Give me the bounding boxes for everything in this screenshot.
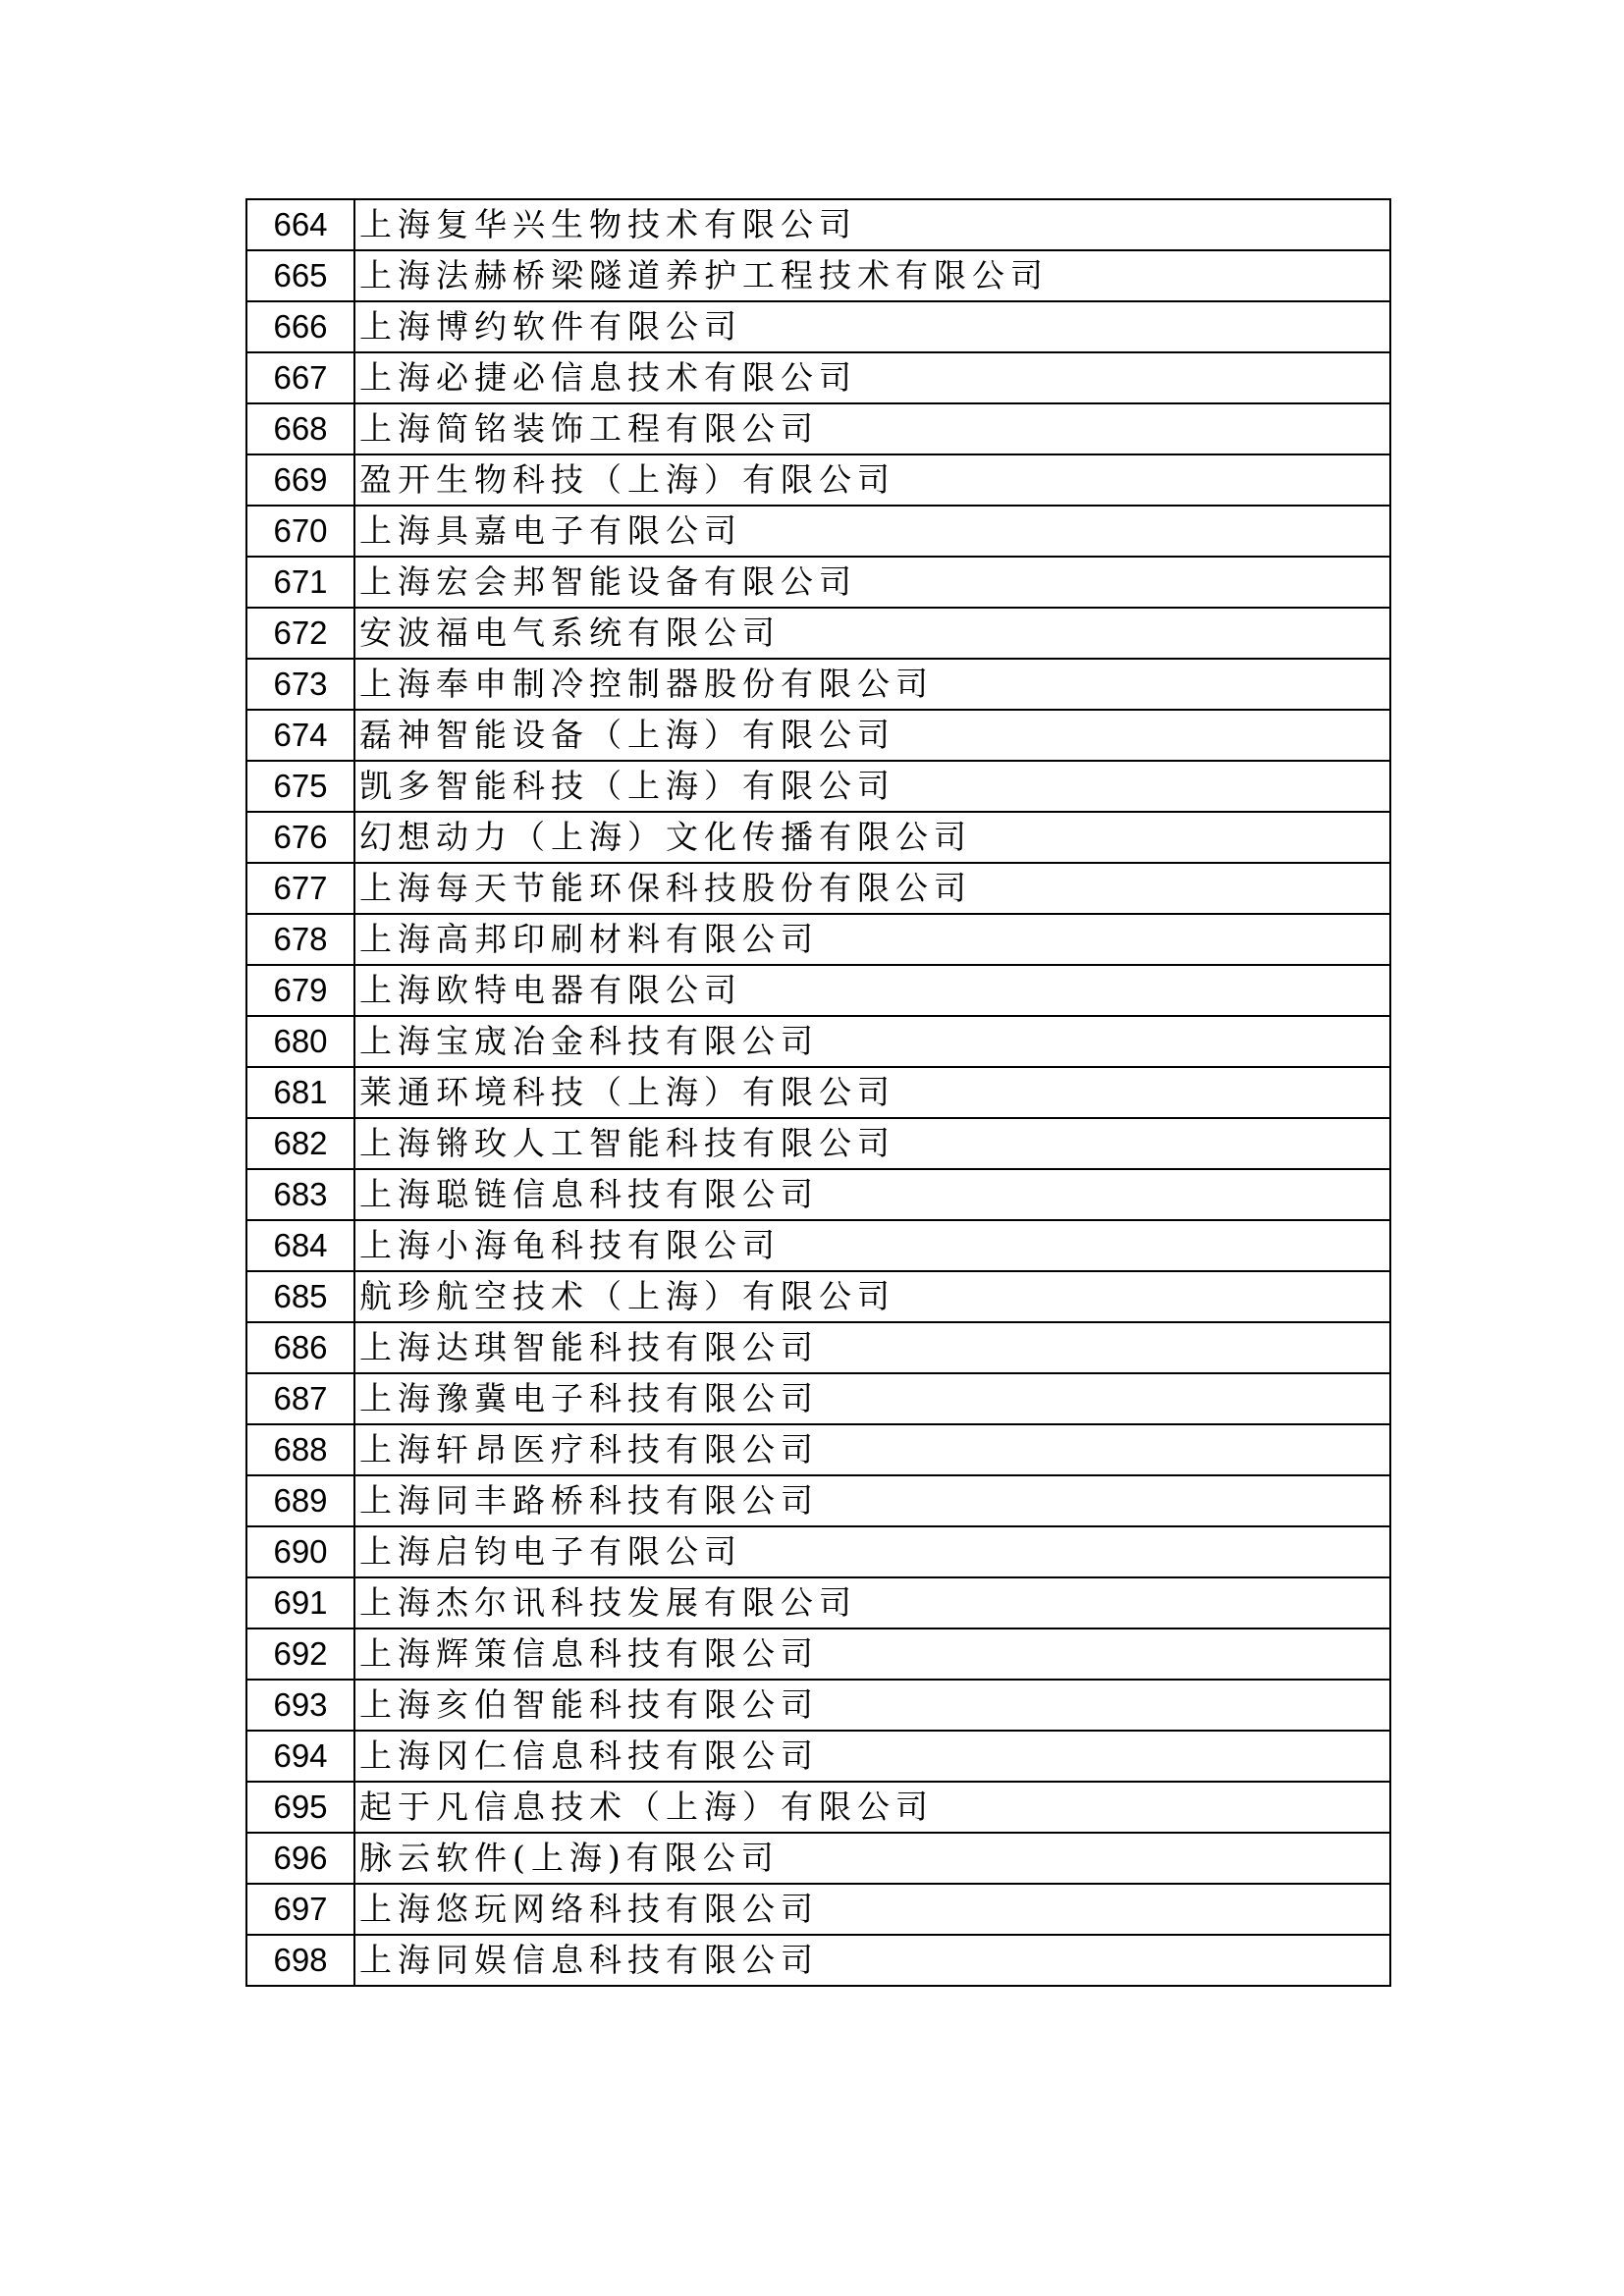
row-number-cell: 677 bbox=[246, 863, 354, 914]
row-number-cell: 690 bbox=[246, 1526, 354, 1577]
row-number-cell: 684 bbox=[246, 1220, 354, 1271]
company-name-cell: 上海奉申制冷控制器股份有限公司 bbox=[354, 659, 1390, 710]
table-row bbox=[246, 1833, 1390, 1884]
table-row bbox=[246, 1016, 1390, 1067]
row-number-cell: 685 bbox=[246, 1271, 354, 1322]
company-name-cell: 上海启钧电子有限公司 bbox=[354, 1526, 1390, 1577]
table-row bbox=[246, 1475, 1390, 1526]
row-number-cell: 691 bbox=[246, 1577, 354, 1629]
table-row bbox=[246, 1373, 1390, 1424]
company-name-cell: 上海辉策信息科技有限公司 bbox=[354, 1629, 1390, 1680]
row-number-cell: 665 bbox=[246, 250, 354, 301]
company-name-cell: 上海博约软件有限公司 bbox=[354, 301, 1390, 352]
table-row bbox=[246, 1118, 1390, 1169]
company-name-cell: 上海杰尔讯科技发展有限公司 bbox=[354, 1577, 1390, 1629]
company-name-cell: 上海每天节能环保科技股份有限公司 bbox=[354, 863, 1390, 914]
table-row bbox=[246, 352, 1390, 403]
company-name-cell: 上海锵玫人工智能科技有限公司 bbox=[354, 1118, 1390, 1169]
row-number-cell: 680 bbox=[246, 1016, 354, 1067]
row-number-cell: 673 bbox=[246, 659, 354, 710]
row-number-cell: 694 bbox=[246, 1731, 354, 1782]
company-name-cell: 脉云软件(上海)有限公司 bbox=[354, 1833, 1390, 1884]
table-row bbox=[246, 1526, 1390, 1577]
table-row bbox=[246, 1782, 1390, 1833]
company-name-cell: 上海同娱信息科技有限公司 bbox=[354, 1935, 1390, 1986]
row-number-cell: 682 bbox=[246, 1118, 354, 1169]
company-name-cell: 上海简铭装饰工程有限公司 bbox=[354, 403, 1390, 454]
row-number-cell: 692 bbox=[246, 1629, 354, 1680]
table-row bbox=[246, 608, 1390, 659]
table-row bbox=[246, 1424, 1390, 1475]
company-name-cell: 盈开生物科技（上海）有限公司 bbox=[354, 454, 1390, 506]
row-number-cell: 671 bbox=[246, 557, 354, 608]
row-number-cell: 676 bbox=[246, 812, 354, 863]
row-number-cell: 686 bbox=[246, 1322, 354, 1373]
company-name-cell: 上海必捷必信息技术有限公司 bbox=[354, 352, 1390, 403]
table-row bbox=[246, 506, 1390, 557]
row-number-cell: 687 bbox=[246, 1373, 354, 1424]
company-name-cell: 上海高邦印刷材料有限公司 bbox=[354, 914, 1390, 965]
row-number-cell: 675 bbox=[246, 761, 354, 812]
table-row bbox=[246, 1220, 1390, 1271]
company-name-cell: 上海冈仁信息科技有限公司 bbox=[354, 1731, 1390, 1782]
company-name-cell: 航珍航空技术（上海）有限公司 bbox=[354, 1271, 1390, 1322]
table-row bbox=[246, 1629, 1390, 1680]
row-number-cell: 681 bbox=[246, 1067, 354, 1118]
row-number-cell: 688 bbox=[246, 1424, 354, 1475]
company-name-cell: 上海宏会邦智能设备有限公司 bbox=[354, 557, 1390, 608]
company-name-cell: 磊神智能设备（上海）有限公司 bbox=[354, 710, 1390, 761]
table-row bbox=[246, 301, 1390, 352]
company-name-cell: 幻想动力（上海）文化传播有限公司 bbox=[354, 812, 1390, 863]
company-name-cell: 上海法赫桥梁隧道养护工程技术有限公司 bbox=[354, 250, 1390, 301]
table-row bbox=[246, 199, 1390, 250]
table-row bbox=[246, 1680, 1390, 1731]
company-name-cell: 上海聪链信息科技有限公司 bbox=[354, 1169, 1390, 1220]
company-name-cell: 上海同丰路桥科技有限公司 bbox=[354, 1475, 1390, 1526]
row-number-cell: 674 bbox=[246, 710, 354, 761]
company-name-cell: 上海具嘉电子有限公司 bbox=[354, 506, 1390, 557]
table-row bbox=[246, 761, 1390, 812]
table-row bbox=[246, 1731, 1390, 1782]
table-row bbox=[246, 1271, 1390, 1322]
table-row bbox=[246, 710, 1390, 761]
row-number-cell: 689 bbox=[246, 1475, 354, 1526]
row-number-cell: 693 bbox=[246, 1680, 354, 1731]
company-name-cell: 起于凡信息技术（上海）有限公司 bbox=[354, 1782, 1390, 1833]
table-row bbox=[246, 659, 1390, 710]
table-row bbox=[246, 914, 1390, 965]
table-row bbox=[246, 1577, 1390, 1629]
company-list-body bbox=[246, 199, 1390, 1986]
table-row bbox=[246, 965, 1390, 1016]
row-number-cell: 664 bbox=[246, 199, 354, 250]
company-name-cell: 上海悠玩网络科技有限公司 bbox=[354, 1884, 1390, 1935]
company-name-cell: 上海轩昂医疗科技有限公司 bbox=[354, 1424, 1390, 1475]
company-name-cell: 上海欧特电器有限公司 bbox=[354, 965, 1390, 1016]
table-row bbox=[246, 250, 1390, 301]
company-name-cell: 上海复华兴生物技术有限公司 bbox=[354, 199, 1390, 250]
row-number-cell: 667 bbox=[246, 352, 354, 403]
company-list-table bbox=[245, 198, 1391, 1987]
row-number-cell: 696 bbox=[246, 1833, 354, 1884]
company-name-cell: 上海宝宬冶金科技有限公司 bbox=[354, 1016, 1390, 1067]
table-row bbox=[246, 454, 1390, 506]
table-row bbox=[246, 557, 1390, 608]
row-number-cell: 679 bbox=[246, 965, 354, 1016]
row-number-cell: 698 bbox=[246, 1935, 354, 1986]
row-number-cell: 678 bbox=[246, 914, 354, 965]
company-name-cell: 上海亥伯智能科技有限公司 bbox=[354, 1680, 1390, 1731]
company-name-cell: 安波福电气系统有限公司 bbox=[354, 608, 1390, 659]
table-row bbox=[246, 1067, 1390, 1118]
table-row bbox=[246, 812, 1390, 863]
row-number-cell: 672 bbox=[246, 608, 354, 659]
company-name-cell: 上海达琪智能科技有限公司 bbox=[354, 1322, 1390, 1373]
table-row bbox=[246, 863, 1390, 914]
company-name-cell: 上海小海龟科技有限公司 bbox=[354, 1220, 1390, 1271]
company-name-cell: 莱通环境科技（上海）有限公司 bbox=[354, 1067, 1390, 1118]
table-row bbox=[246, 1322, 1390, 1373]
table-row bbox=[246, 403, 1390, 454]
table-row bbox=[246, 1169, 1390, 1220]
row-number-cell: 669 bbox=[246, 454, 354, 506]
row-number-cell: 666 bbox=[246, 301, 354, 352]
row-number-cell: 697 bbox=[246, 1884, 354, 1935]
table-row bbox=[246, 1884, 1390, 1935]
company-name-cell: 上海豫冀电子科技有限公司 bbox=[354, 1373, 1390, 1424]
table-row bbox=[246, 1935, 1390, 1986]
row-number-cell: 683 bbox=[246, 1169, 354, 1220]
row-number-cell: 695 bbox=[246, 1782, 354, 1833]
row-number-cell: 670 bbox=[246, 506, 354, 557]
row-number-cell: 668 bbox=[246, 403, 354, 454]
company-name-cell: 凯多智能科技（上海）有限公司 bbox=[354, 761, 1390, 812]
